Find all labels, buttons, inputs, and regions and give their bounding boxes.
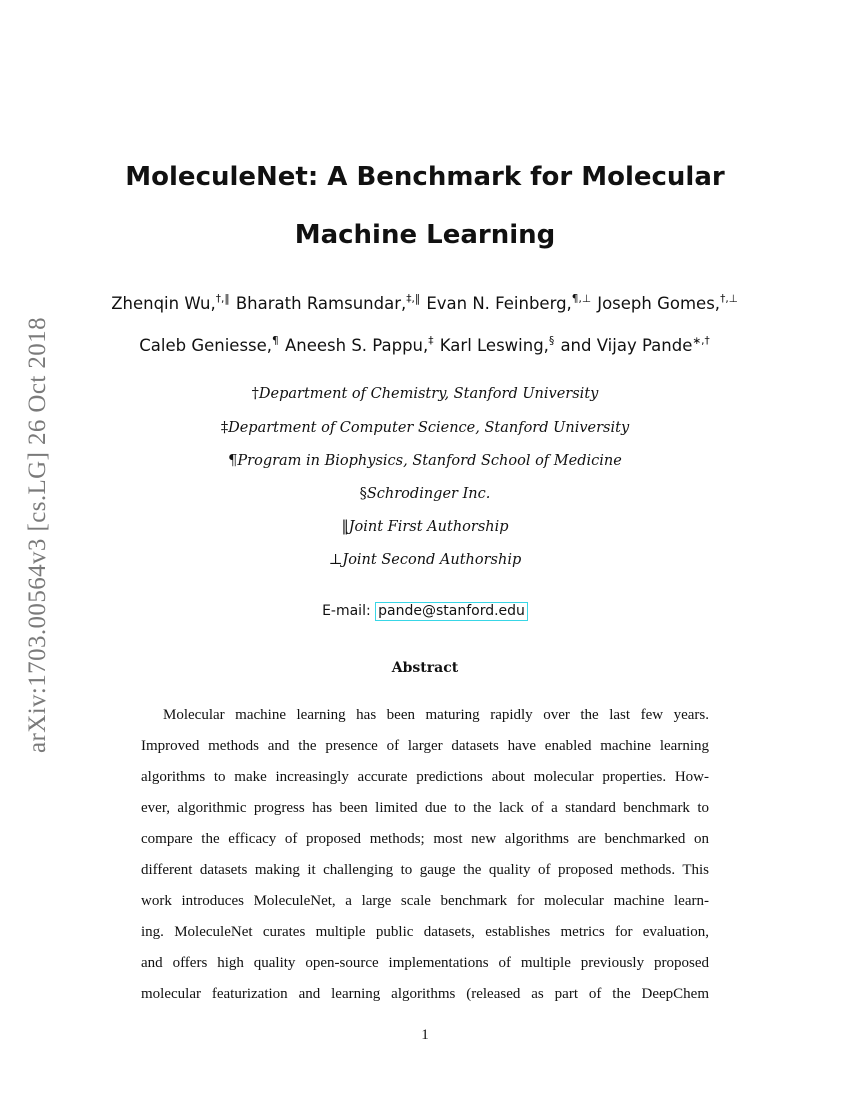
- affiliation-text: Department of Computer Science, Stanford University: [228, 420, 630, 436]
- author-affiliation-marks: †,‖: [215, 293, 230, 305]
- affiliation-chemistry: [0, 386, 850, 402]
- abstract-line: Improved methods and the presence of larger datasets have enabled machine learning: [141, 738, 709, 754]
- affiliation-biophysics: [0, 453, 850, 469]
- author-name: Aneesh S. Pappu,: [284, 336, 429, 355]
- affiliation-symbol: ¶: [228, 453, 238, 469]
- abstract-line: algorithms to make increasingly accurate predictions about molecular properties. How-: [141, 769, 709, 785]
- author-name: Vijay Pande: [596, 336, 693, 355]
- author-name: Caleb Geniesse,: [139, 336, 273, 355]
- note-joint-second-authorship: [0, 552, 850, 568]
- author-affiliation-marks: §: [548, 335, 555, 347]
- author-affiliation-marks: ¶,⊥: [571, 293, 591, 305]
- affiliation-symbol: †: [251, 386, 259, 402]
- abstract-heading: Abstract: [391, 660, 459, 676]
- affiliation-text: Department of Chemistry, Stanford University: [258, 386, 599, 402]
- abstract-line: different datasets making it challenging to gauge the quality of proposed methods. This: [141, 862, 709, 878]
- affiliation-symbol: §: [359, 486, 367, 502]
- affiliation-schrodinger: [0, 486, 850, 502]
- contact-email: [0, 602, 850, 621]
- affiliation-text: Joint Second Authorship: [342, 552, 522, 568]
- author-name: Joseph Gomes,: [597, 294, 721, 313]
- abstract-line: and offers high quality open-source implementations of multiple previously proposed: [141, 955, 709, 971]
- note-joint-first-authorship: [0, 519, 850, 535]
- author-affiliation-marks: ‡,‖: [406, 293, 421, 305]
- paper-title-line-1: MoleculeNet: A Benchmark for Molecular: [125, 162, 725, 192]
- affiliation-text: Schrodinger Inc.: [366, 486, 491, 502]
- abstract-line: Molecular machine learning has been maturing rapidly over the last few years.: [163, 707, 709, 723]
- author-affiliation-marks: ¶: [272, 335, 279, 347]
- author-affiliation-marks: ∗,†: [692, 335, 710, 347]
- author-line-1: [0, 294, 850, 313]
- affiliation-symbol: ‖: [341, 519, 349, 535]
- abstract-line: compare the efficacy of proposed methods; most new algorithms are benchmarked on: [141, 831, 709, 847]
- author-name: Zhenqin Wu,: [111, 294, 216, 313]
- affiliation-computer-science: [0, 420, 850, 436]
- abstract-line: ever, algorithmic progress has been limited due to the lack of a standard benchmark to: [141, 800, 709, 816]
- author-name: Evan N. Feinberg,: [426, 294, 572, 313]
- affiliation-symbol: ⊥: [328, 552, 343, 568]
- author-name: Karl Leswing,: [439, 336, 549, 355]
- author-affiliation-marks: ‡: [428, 335, 434, 347]
- affiliation-text: Joint First Authorship: [348, 519, 509, 535]
- affiliation-symbol: ‡: [220, 420, 229, 436]
- author-conjunction: and: [560, 336, 592, 355]
- email-link[interactable]: pande@stanford.edu: [375, 602, 528, 621]
- email-label: E-mail:: [322, 603, 376, 619]
- paper-title-line-2: Machine Learning: [294, 220, 556, 250]
- abstract-body: [141, 700, 709, 1010]
- abstract-line: molecular featurization and learning algorithms (released as part of the DeepChem: [141, 986, 709, 1002]
- author-line-2: [0, 336, 850, 355]
- abstract-line: ing. MoleculeNet curates multiple public datasets, establishes metrics for evaluation,: [141, 924, 709, 940]
- author-affiliation-marks: †,⊥: [720, 293, 738, 305]
- page-number: 1: [421, 1027, 429, 1043]
- abstract-line: work introduces MoleculeNet, a large scale benchmark for molecular machine learn-: [141, 893, 709, 909]
- author-name: Bharath Ramsundar,: [235, 294, 407, 313]
- affiliation-text: Program in Biophysics, Stanford School of Medicine: [237, 453, 622, 469]
- arxiv-identifier: arXiv:1703.00564v3 [cs.LG] 26 Oct 2018: [24, 317, 51, 753]
